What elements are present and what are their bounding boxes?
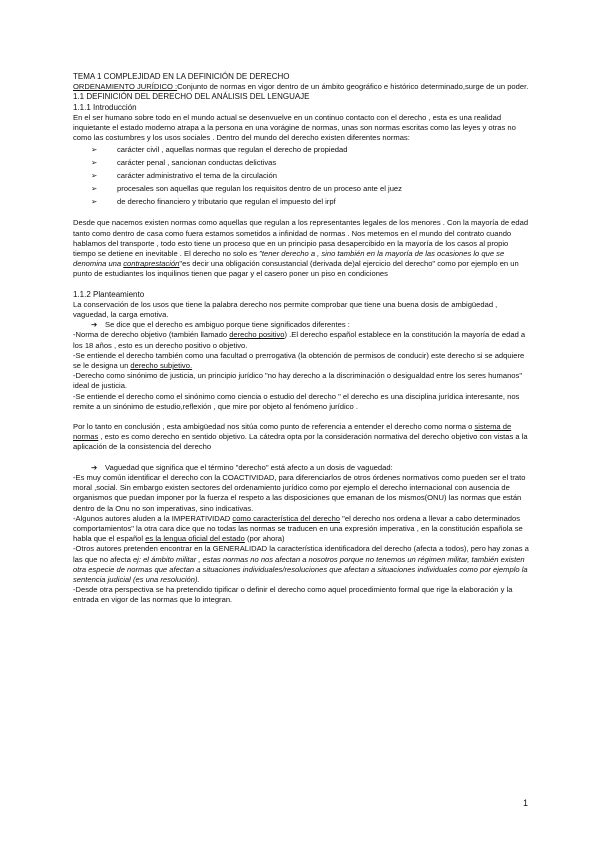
list-item xyxy=(91,169,533,182)
list-item-text: carácter administrativo el tema de la circulación xyxy=(117,171,277,181)
list-item xyxy=(91,143,533,156)
planteamiento-paragraph: La conservación de los usos que tiene la palabra derecho nos permite comprobar que tiene una buena dosis de ambigüedad , vaguedad, la carga emotiva. xyxy=(73,299,498,320)
intro-paragraph: En el ser humano sobre todo en el mundo actual se desenvuelve en un continuo contacto con el derecho , esta es una realidad inquietante el estado moderno atrapa a la persona en una vorágine de normas, unas son normas escritas como las leyes y otras no como las costumbres y los usos sociales . Dentro del mundo del derecho existen diferentes normas: xyxy=(73,112,516,143)
ordenamiento-text: Conjunto de normas en vigor dentro de un ámbito geográfico e histórico determinado,surge de un poder. xyxy=(177,82,529,92)
para-text: -Algunos autores aluden a la IMPERATIVIDAD xyxy=(73,513,233,523)
meaning-4: -Se entiende el derecho como el sinónimo como ciencia o estudio del derecho " el derecho es una disciplina jurídica interesante, nos remite a un sinónimo de estudio,reflexión , que mire por objeto al fenómeno jurídico . xyxy=(73,391,520,411)
para-text: "el derecho nos ordena a llevar a cabo determinados comportamientos" la otra cara dice que no todas las normas se traducen en una expresión imperativa , en la constitución española se habla que el español xyxy=(73,513,523,544)
conclusion-paragraph xyxy=(73,422,533,453)
ordenamiento-definition xyxy=(73,82,533,92)
para-text: -Otros autores pretenden encontrar en la GENERALIDAD la característica identificadora del derecho (afecta a todos), pero hay zonas a las que no afecta xyxy=(73,544,529,564)
bullet-arrow-icon: ➢ xyxy=(91,184,98,194)
underlined-term: derecho subjetivo. xyxy=(130,361,193,371)
section-1-1-2-heading: 1.1.2 Planteamiento xyxy=(73,289,145,299)
para-italic-text: ej: el ámbito militar , estas normas no nos afectan a nosotros porque no tenemos un régimen militar, también existen otra especie de normas que afectan a situaciones individuales/resoluciones que afectan a situaciones individuales como por ejemplo la sentencia judicial (es una resolución). xyxy=(73,554,528,584)
para-text: Desde que nacemos existen normas como aquellas que regulan a los representantes legales de los menores . Con la mayoría de edad tanto como dentro de casa como fuera estamos sometidos a infinidad de normas . Nos metemos en el mundo del contrato cuando hablamos del transporte , todo esto tiene un proceso que en un principio pasa desapercibido en la mayoría de los casos al propio tiempo se detiene en inevitable . El derecho no solo es xyxy=(73,218,529,259)
bullet-arrow-icon: ➢ xyxy=(91,158,98,168)
para-text: , esto es como derecho en sentido objetivo. La cátedra opta por la consideración normativa del derecho objetivo con vistas a la aplicación de la consistencia del derecho xyxy=(73,432,528,452)
list-item xyxy=(91,156,533,169)
vaguedad-text: Vaguedad que significa que el término "derecho" está afecto a un dosis de vaguedad: xyxy=(105,462,393,472)
para-text: Por lo tanto en conclusión , esta ambigüedad nos sitúa como punto de referencia a entender el derecho como norma o xyxy=(73,422,475,432)
norms-paragraph xyxy=(73,218,533,279)
vaguedad-line xyxy=(73,463,533,473)
vaguedad-point-4: -Desde otra perspectiva se ha pretendido tipificar o definir el derecho como aquel procedimiento formal que rige la elaboración y la entrada en vigor de las normas que lo integran. xyxy=(73,585,513,605)
bullet-arrow-icon: ➢ xyxy=(91,171,98,181)
section-1-1-1-heading: 1.1.1 Introducción xyxy=(73,102,137,112)
list-item-text: carácter civil , aquellas normas que regulan el derecho de propiedad xyxy=(117,145,348,155)
underlined-term: derecho positivo xyxy=(229,330,285,340)
arrow-icon: ➔ xyxy=(91,462,98,472)
underlined-term: es la lengua oficial del estado xyxy=(145,534,245,544)
para-text: (por ahora) xyxy=(244,534,285,544)
page-number: 1 xyxy=(522,798,528,808)
underlined-term: como característica del derecho xyxy=(232,513,341,523)
bullet-arrow-icon: ➢ xyxy=(91,197,98,207)
ordenamiento-label: ORDENAMIENTO JURÍDICO : xyxy=(73,82,178,92)
ambiguo-line xyxy=(73,320,533,330)
para-italic-underlined-text: contraprestación xyxy=(123,259,180,269)
bullet-arrow-icon: ➢ xyxy=(91,145,98,155)
document-body xyxy=(73,72,533,606)
section-1-1-heading: 1.1 DEFINICIÓN DEL DERECHO DEL ANÁLISIS DEL LENGUAJE xyxy=(73,92,310,102)
vaguedad-point-1: -Es muy común identificar el derecho con la COACTIVIDAD, para diferenciarlos de otros órdenes normativos como pueden ser el trato moral ,social. Sin embargo existen sectores del ordenamiento jurídico como por ejemplo el derecho internacional con ausencia de organismos que puedan imponer por la fuerza el respeto a las disposiciones que emanan de los mismos(ONU) las normas que están dentro de la Onu no son imperativas, sino indicativas. xyxy=(73,472,526,513)
meaning-3: -Derecho como sinónimo de justicia, un principio jurídico "no hay derecho a la discriminación o desigualdad entre los seres humanos" ideal de justicia. xyxy=(73,371,523,391)
vaguedad-point-3 xyxy=(73,544,533,585)
underlined-term: sistema de normas xyxy=(73,422,512,442)
ambiguo-text: Se dice que el derecho es ambiguo porque tiene significados diferentes : xyxy=(105,320,350,330)
doc-title: TEMA 1 COMPLEJIDAD EN LA DEFINICIÓN DE DERECHO xyxy=(73,72,290,81)
para-text: ) .El derecho español establece en la constitución la mayoría de edad a los 18 años , esto es un derecho positivo o objetivo. xyxy=(73,330,526,350)
meaning-1 xyxy=(73,330,533,350)
list-item xyxy=(91,182,533,195)
para-text: -Norma de derecho objetivo (también llamado xyxy=(73,330,230,340)
list-item-text: procesales son aquellas que regulan los requisitos dentro de un proceso ante el juez xyxy=(117,184,402,194)
list-item-text: de derecho financiero y tributario que regulan el impuesto del irpf xyxy=(117,197,336,207)
arrow-icon: ➔ xyxy=(91,320,98,330)
para-text: -Se entiende el derecho también como una facultad o prerrogativa (la obtención de permisos de conducir) este derecho si se adquiere se le designa un xyxy=(73,350,525,371)
para-text: "es decir una obligación consustancial (derivada de)al ejercicio del derecho" como por ejemplo en un punto de estudiantes los inquilinos tienen que pagar y el casero poner un piso en condiciones xyxy=(73,259,519,279)
para-italic-text: "tener derecho a , sino también en la mayoría de las ocasiones lo que se denomina una xyxy=(73,249,505,269)
norm-types-list xyxy=(73,143,533,208)
meaning-2 xyxy=(73,351,533,371)
vaguedad-point-2 xyxy=(73,514,533,545)
list-item xyxy=(91,195,533,208)
list-item-text: carácter penal , sancionan conductas delictivas xyxy=(117,158,277,168)
